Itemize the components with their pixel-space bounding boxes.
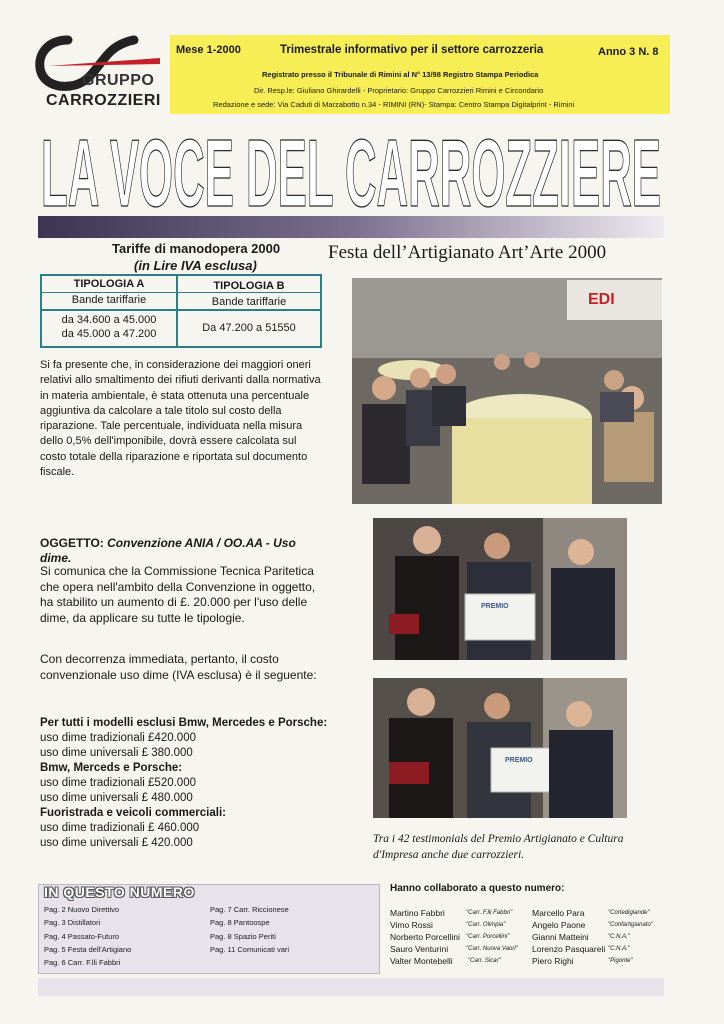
price-group-2-line2: uso dime universali £ 480.000 (40, 792, 193, 804)
contributor-name: Sauro Venturini (390, 944, 449, 954)
banquet-photo (352, 278, 662, 504)
tariffe-subtitle: (in Lire IVA esclusa) (134, 258, 257, 273)
contributor-affiliation: "Pigonte" (608, 958, 633, 964)
office-line: Redazione e sede: Via Caduti di Marzabotto n.34 - RIMINI (RN)- Stampa: Centro Stampa Digitalprint - Rimini (213, 100, 575, 109)
contributor-name: Angelo Paone (532, 920, 586, 930)
registration-line: Registrato presso il Tribunale di Rimini al N° 13/98 Registro Stampa Periodica (262, 70, 539, 79)
masthead-title (38, 126, 664, 214)
price-group-1-head: Per tutti i modelli esclusi Bmw, Mercedes e Porsche: (40, 717, 328, 729)
col-a-sub: Bande tariffarie (71, 294, 147, 306)
col-b-row: Da 47.200 a 51550 (202, 322, 296, 334)
contents-item: Pag. 5 Festa dell'Artigiano (44, 945, 132, 954)
price-group-2-line1: uso dime tradizionali £520.000 (40, 777, 196, 789)
contributor-name: Valter Montebelli (390, 956, 453, 966)
contents-item: Pag. 6 Carr. F.lli Fabbri (44, 958, 121, 967)
contents-item: Pag. 11 Comunicati vari (210, 945, 290, 954)
contributor-affiliation: "Carr. Olimpia" (466, 922, 506, 928)
issue-number: Anno 3 N. 8 (598, 46, 659, 58)
tariffe-title: Tariffe di manodopera 2000 (112, 241, 281, 256)
contents-item: Pag. 8 Pantoospe (210, 918, 270, 927)
photo-caption: Tra i 42 testimonials del Premio Artigianato e Cultura d'Impresa anche due carrozzieri. (373, 833, 624, 861)
issue-date: Mese 1-2000 (176, 44, 241, 56)
contents-item: Pag. 2 Nuovo Direttivo (44, 905, 120, 914)
contributor-name: Norberto Porcellini (390, 932, 460, 942)
certificate-text-2: PREMIO (505, 757, 533, 764)
logo-line1: GRUPPO (82, 72, 155, 89)
price-list (40, 716, 330, 851)
contributor-affiliation: "Confartigianato" (608, 922, 653, 928)
contents-title: IN QUESTO NUMERO (44, 884, 195, 900)
oggetto-heading (40, 536, 330, 566)
contributors-title: Hanno collaborato a questo numero: (390, 883, 565, 894)
contributor-affiliation: "C.N.A." (608, 934, 630, 940)
contributor-affiliation: "Cortedigiande" (608, 910, 650, 916)
contributor-name: Marcello Para (532, 908, 585, 918)
contributor-name: Martino Fabbri (390, 908, 445, 918)
contributor-affiliation: "C.N.A." (608, 946, 630, 952)
award-photo-1 (373, 518, 627, 660)
contributor-name: Gianni Matteini (532, 932, 589, 942)
certificate-text-1: PREMIO (481, 603, 509, 610)
col-b-head: TIPOLOGIA B (213, 280, 285, 292)
col-b-sub: Bande tariffarie (211, 296, 287, 308)
footer-bar (38, 978, 664, 996)
contents-item: Pag. 3 Distillatori (44, 918, 101, 927)
oggetto-body: Si comunica che la Commissione Tecnica Paritetica che opera nell'ambito della Convenzione in oggetto, ha stabilito un aumento di £. 20.000 per l'uso delle dime, da applicare su tutte le tipologie. (40, 564, 316, 625)
contents-item: Pag. 7 Carr. Riccionese (210, 905, 289, 914)
masthead-text: LA VOCE DEL CARROZZIERE (41, 126, 661, 214)
contributor-affiliation: "Carr. Nuova Vaori" (466, 946, 518, 952)
oggetto-body-2: Con decorrenza immediata, pertanto, il costo convenzionale uso dime (IVA esclusa) è il seguente: (40, 652, 317, 682)
contents-item: Pag. 8 Spazio Periti (210, 932, 276, 941)
price-group-2-head: Bmw, Merceds e Porsche: (40, 762, 183, 774)
contributor-affiliation: "Carr. F.lli Fabbri" (466, 910, 513, 916)
festa-title: Festa dell’Artigianato Art’Arte 2000 (328, 242, 607, 263)
banner-text: EDI (588, 291, 615, 308)
price-group-3-line1: uso dime tradizionali £ 460.000 (40, 822, 200, 834)
oggetto-title: Convenzione ANIA / OO.AA - Uso dime. (40, 536, 296, 565)
contributor-name: Lorenzo Pasquareli (532, 944, 606, 954)
award-photo-2 (373, 678, 627, 818)
tariffe-paragraph: Si fa presente che, in considerazione dei maggiori oneri relativi allo smaltimento dei rifiuti derivanti dalla normativa in materia ambientale, è stata ottenuta una percentuale aggiuntiva da calcolare a tale titolo sul costo della riparazione. Tale percentuale, individuata nella misura dello 0,5% dell'imponibile, dovrà essere calcolata sul costo totale della riparazione e riportata sul documento fiscale. (40, 359, 321, 479)
price-group-1-line1: uso dime tradizionali £420.000 (40, 732, 196, 744)
price-group-1-line2: uso dime universali £ 380.000 (40, 747, 193, 759)
contributor-name: Piero Righi (532, 956, 574, 966)
tariffe-table (40, 274, 322, 348)
gradient-divider (38, 216, 664, 238)
col-a-head: TIPOLOGIA A (73, 278, 145, 290)
col-a-row1: da 34.600 a 45.000 (61, 314, 157, 326)
director-line: Dir. Resp.le: Giuliano Ghirardelli - Proprietario: Gruppo Carrozzieri Rimini e Circondario (254, 86, 544, 95)
oggetto-label: OGGETTO: (40, 536, 104, 550)
col-a-row2: da 45.000 a 47.200 (61, 328, 157, 340)
contributor-name: Vimo Rossi (390, 920, 433, 930)
price-group-3-head: Fuoristrada e veicoli commerciali: (40, 807, 226, 819)
contributor-affiliation: "Carr. Sicar" (468, 958, 501, 964)
logo-line2: CARROZZIERI (46, 92, 161, 109)
publication-description: Trimestrale informativo per il settore carrozzeria (280, 44, 544, 56)
contributor-affiliation: "Carr. Porcellini" (466, 934, 510, 940)
price-group-3-line2: uso dime universali £ 420.000 (40, 837, 193, 849)
contents-item: Pag. 4 Passato-Futuro (44, 932, 120, 941)
